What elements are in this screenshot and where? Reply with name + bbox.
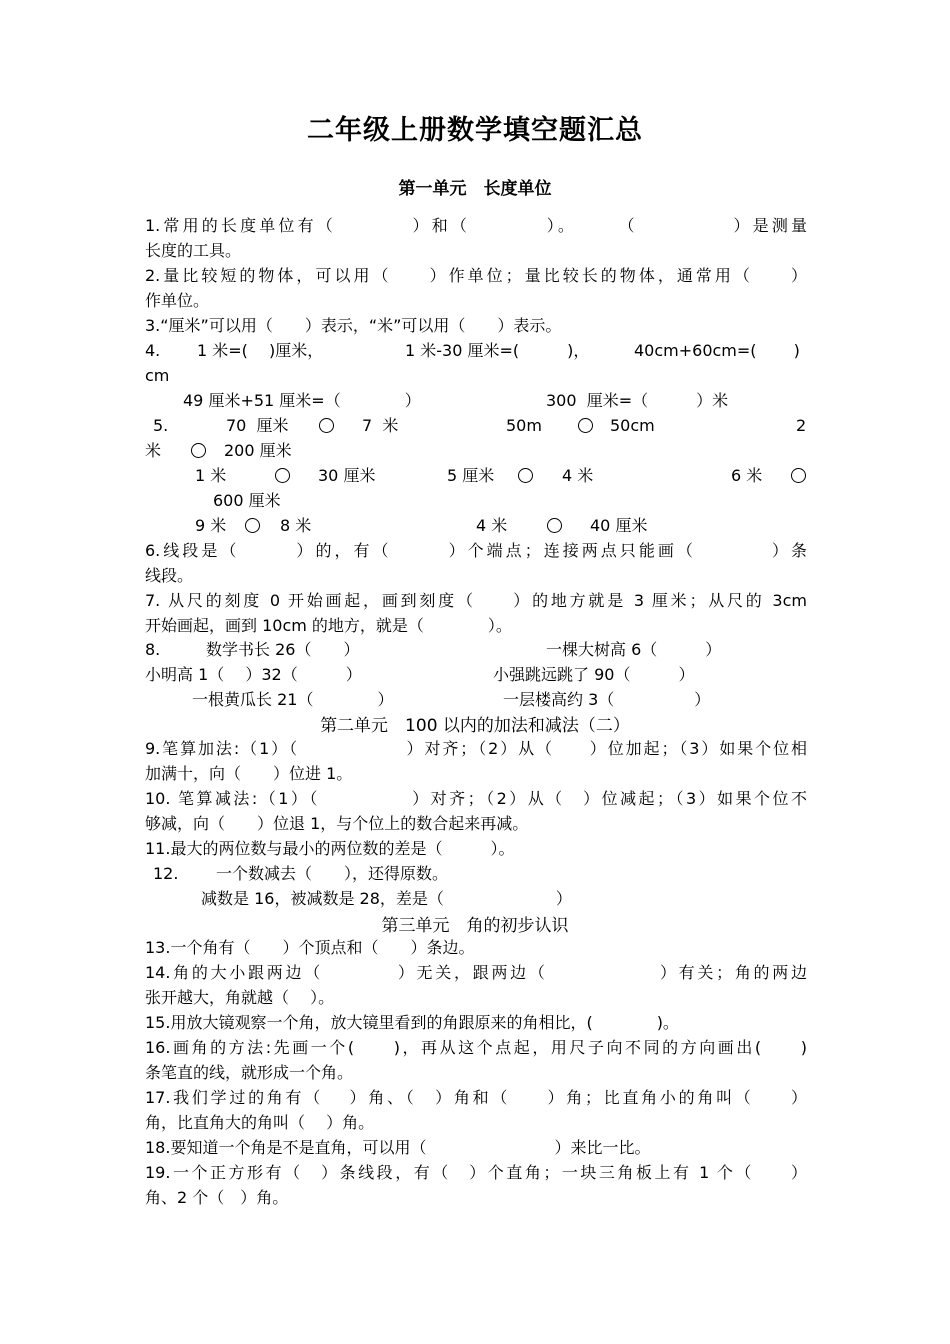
question-12-part-b: 减数是 16，被减数是 28，差是（ ） xyxy=(201,889,572,908)
compare-circle[interactable] xyxy=(791,468,806,483)
compare-e-left: 5 厘米 xyxy=(447,466,495,485)
compare-h-right: 40 厘米 xyxy=(590,516,648,535)
question-8-item-a: 数学书长 26（ ） xyxy=(206,640,360,659)
compare-f-left: 6 米 xyxy=(731,466,763,485)
question-8-item-d: 小强跳远跳了 90（ ） xyxy=(493,665,695,684)
compare-d-left: 1 米 xyxy=(195,466,227,485)
question-4-part-3: 40cm+60cm=( ) xyxy=(634,341,800,360)
compare-h-left: 4 米 xyxy=(476,516,508,535)
question-19-line-1: 19.一个正方形有（ ）条线段，有（ ）个直角；一块三角板上有 1 个（ ） xyxy=(145,1163,807,1182)
question-12-part-a: 一个数减去（ ），还得原数。 xyxy=(216,864,449,883)
question-1-line-1: 1.常用的长度单位有（ ）和（ ）。 （ ）是测量 xyxy=(145,216,807,235)
question-4-part-1: 1 米=( )厘米， xyxy=(197,341,324,360)
question-17-line-1: 17.我们学过的角有（ ）角、（ ）角和（ ）角；比直角小的角叫（ ） xyxy=(145,1088,807,1107)
question-17-line-2: 角，比直角大的角叫（ ）角。 xyxy=(145,1113,375,1132)
compare-circle[interactable] xyxy=(275,468,290,483)
question-9-line-2: 加满十，向（ ）位进 1。 xyxy=(145,764,353,783)
question-15: 15.用放大镜观察一个角，放大镜里看到的角跟原来的角相比，( )。 xyxy=(145,1013,679,1032)
compare-c-right: 200 厘米 xyxy=(224,441,292,460)
question-2-line-2: 作单位。 xyxy=(145,291,210,310)
question-13: 13.一个角有（ ）个顶点和（ ）条边。 xyxy=(145,938,475,957)
question-16-line-1: 16.画角的方法:先画一个( )，再从这个点起，用尺子向不同的方向画出( ) xyxy=(145,1038,807,1057)
question-11: 11.最大的两位数与最小的两位数的差是（ ）。 xyxy=(145,839,515,858)
compare-b-left: 50m xyxy=(506,416,542,435)
compare-a-right: 7 米 xyxy=(362,416,399,435)
compare-d-right: 30 厘米 xyxy=(318,466,376,485)
compare-f-right: 600 厘米 xyxy=(213,491,281,510)
question-4-part-4: 49 厘米+51 厘米=（ ） xyxy=(183,391,421,410)
unit-heading-2: 第二单元 100 以内的加法和减法（二） xyxy=(320,716,630,736)
question-10-line-2: 够减，向（ ）位退 1，与个位上的数合起来再减。 xyxy=(145,814,529,833)
question-4-number: 4. xyxy=(145,341,161,360)
question-14-line-2: 张开越大，角就越（ ）。 xyxy=(145,988,335,1007)
question-12-number: 12. xyxy=(153,864,179,883)
question-6-line-2: 线段。 xyxy=(145,566,194,585)
question-8-item-c: 小明高 1（ ）32（ ） xyxy=(145,665,362,684)
question-19-line-2: 角、2 个（ ）角。 xyxy=(145,1188,289,1207)
question-8-item-e: 一根黄瓜长 21（ ） xyxy=(192,690,394,709)
question-7-line-1: 7. 从尺的刻度 0 开始画起，画到刻度（ ）的地方就是 3 厘米；从尺的 3cm xyxy=(145,591,807,610)
question-4-part-3-unit: cm xyxy=(145,366,170,385)
question-8-item-b: 一棵大树高 6（ ） xyxy=(546,640,722,659)
compare-circle[interactable] xyxy=(578,418,593,433)
question-6-line-1: 6.线段是（ ）的，有（ ）个端点；连接两点只能画（ ）条 xyxy=(145,541,807,560)
question-16-line-2: 条笔直的线，就形成一个角。 xyxy=(145,1063,354,1082)
compare-circle[interactable] xyxy=(518,468,533,483)
question-8-item-f: 一层楼高约 3（ ） xyxy=(503,690,711,709)
question-4-part-5: 300 厘米=（ ）米 xyxy=(546,391,729,410)
question-7-line-2: 开始画起，画到 10cm 的地方，就是（ ）。 xyxy=(145,616,512,635)
compare-b-right: 50cm xyxy=(610,416,655,435)
compare-circle[interactable] xyxy=(319,418,334,433)
compare-g-left: 9 米 xyxy=(195,516,227,535)
unit-heading-3: 第三单元 角的初步认识 xyxy=(381,916,569,936)
question-9-line-1: 9.笔算加法:（1）（ ）对齐；（2）从（ ）位加起；（3）如果个位相 xyxy=(145,739,807,758)
compare-circle[interactable] xyxy=(245,518,260,533)
unit-heading-1: 第一单元 长度单位 xyxy=(398,179,552,199)
compare-a-left: 70 厘米 xyxy=(226,416,289,435)
question-10-line-1: 10. 笔算减法:（1）（ ）对齐；（2）从（ ）位减起；（3）如果个位不 xyxy=(145,789,807,808)
compare-c-left-unit: 米 xyxy=(145,441,162,460)
question-18: 18.要知道一个角是不是直角，可以用（ ）来比一比。 xyxy=(145,1138,651,1157)
page-title: 二年级上册数学填空题汇总 xyxy=(307,115,643,146)
compare-circle[interactable] xyxy=(547,518,562,533)
question-5-number: 5. xyxy=(153,416,169,435)
compare-circle[interactable] xyxy=(191,443,206,458)
compare-e-right: 4 米 xyxy=(562,466,594,485)
compare-g-right: 8 米 xyxy=(280,516,312,535)
question-1-line-2: 长度的工具。 xyxy=(145,241,242,260)
question-8-number: 8. xyxy=(145,640,161,659)
question-2-line-1: 2.量比较短的物体，可以用（ ）作单位；量比较长的物体，通常用（ ） xyxy=(145,266,807,285)
compare-c-left-number: 2 xyxy=(796,416,807,435)
question-4-part-2: 1 米-30 厘米=( )， xyxy=(405,341,590,360)
question-3: 3.“厘米”可以用（ ）表示，“米”可以用（ ）表示。 xyxy=(145,316,562,335)
question-14-line-1: 14.角的大小跟两边（ ）无关，跟两边（ ）有关；角的两边 xyxy=(145,963,807,982)
